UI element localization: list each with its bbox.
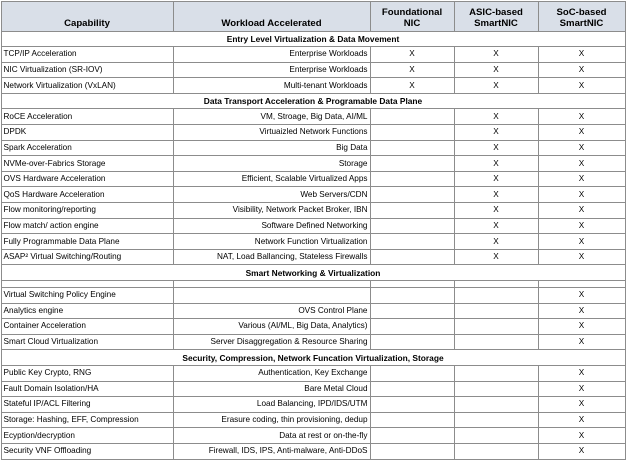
- soc-smartnic-cell: X: [538, 319, 625, 335]
- workload-cell: Erasure coding, thin provisioning, dedup: [173, 412, 370, 428]
- soc-smartnic-column-header: SoC-based SmartNIC: [538, 1, 625, 31]
- capability-cell: Public Key Crypto, RNG: [1, 365, 173, 381]
- soc-smartnic-cell: X: [538, 187, 625, 203]
- table-body: [1, 31, 625, 459]
- spacer-cell: [1, 281, 173, 288]
- asic-smartnic-cell: X: [454, 203, 538, 219]
- soc-smartnic-cell: X: [538, 78, 625, 94]
- soc-smartnic-cell: X: [538, 62, 625, 78]
- foundational-nic-cell: X: [370, 47, 454, 63]
- asic-smartnic-cell: [454, 381, 538, 397]
- workload-cell: Enterprise Workloads: [173, 62, 370, 78]
- table-row: [1, 125, 625, 141]
- asic-smartnic-cell: [454, 288, 538, 304]
- capability-cell: Ecyption/decryption: [1, 428, 173, 444]
- table-row: [1, 249, 625, 265]
- section-header-row: [1, 350, 625, 366]
- workload-cell: Bare Metal Cloud: [173, 381, 370, 397]
- workload-cell: Enterprise Workloads: [173, 47, 370, 63]
- asic-smartnic-cell: X: [454, 218, 538, 234]
- foundational-nic-cell: [370, 381, 454, 397]
- workload-cell: Network Function Virtualization: [173, 234, 370, 250]
- soc-smartnic-cell: X: [538, 412, 625, 428]
- section-title: Entry Level Virtualization & Data Movement: [1, 31, 625, 47]
- capability-cell: TCP/IP Acceleration: [1, 47, 173, 63]
- table-header: [1, 1, 625, 31]
- soc-smartnic-cell: X: [538, 156, 625, 172]
- soc-smartnic-cell: X: [538, 47, 625, 63]
- section-header-row: [1, 31, 625, 47]
- foundational-nic-cell: [370, 125, 454, 141]
- workload-cell: Virtuaizled Network Functions: [173, 125, 370, 141]
- foundational-nic-cell: [370, 140, 454, 156]
- table-row: [1, 171, 625, 187]
- asic-smartnic-cell: X: [454, 234, 538, 250]
- soc-smartnic-cell: X: [538, 234, 625, 250]
- soc-smartnic-cell: X: [538, 125, 625, 141]
- table-row: [1, 319, 625, 335]
- asic-smartnic-cell: [454, 443, 538, 459]
- capability-cell: Fully Programmable Data Plane: [1, 234, 173, 250]
- spacer-row: [1, 281, 625, 288]
- workload-cell: Multi-tenant Workloads: [173, 78, 370, 94]
- spacer-cell: [370, 281, 454, 288]
- workload-cell: NAT, Load Ballancing, Stateless Firewalls: [173, 249, 370, 265]
- soc-smartnic-cell: X: [538, 381, 625, 397]
- foundational-nic-cell: [370, 428, 454, 444]
- section-header-row: [1, 93, 625, 109]
- asic-smartnic-cell: X: [454, 249, 538, 265]
- workload-cell: Visibility, Network Packet Broker, IBN: [173, 203, 370, 219]
- workload-cell: Storage: [173, 156, 370, 172]
- workload-cell: Data at rest or on-the-fly: [173, 428, 370, 444]
- asic-smartnic-cell: X: [454, 47, 538, 63]
- asic-smartnic-cell: X: [454, 78, 538, 94]
- asic-smartnic-cell: [454, 428, 538, 444]
- table-row: [1, 428, 625, 444]
- asic-smartnic-cell: [454, 319, 538, 335]
- table-row: [1, 62, 625, 78]
- foundational-nic-cell: [370, 365, 454, 381]
- capability-cell: Smart Cloud Virtualization: [1, 334, 173, 350]
- capability-cell: Flow match/ action engine: [1, 218, 173, 234]
- workload-cell: Firewall, IDS, IPS, Anti-malware, Anti-DDoS: [173, 443, 370, 459]
- soc-smartnic-cell: X: [538, 249, 625, 265]
- capability-cell: QoS Hardware Acceleration: [1, 187, 173, 203]
- soc-smartnic-cell: X: [538, 218, 625, 234]
- foundational-nic-cell: [370, 288, 454, 304]
- workload-cell: Authentication, Key Exchange: [173, 365, 370, 381]
- asic-smartnic-cell: X: [454, 125, 538, 141]
- table-row: [1, 218, 625, 234]
- table-row: [1, 78, 625, 94]
- foundational-nic-cell: [370, 334, 454, 350]
- asic-smartnic-cell: X: [454, 109, 538, 125]
- spacer-cell: [173, 281, 370, 288]
- foundational-nic-cell: [370, 443, 454, 459]
- soc-smartnic-cell: X: [538, 203, 625, 219]
- table-row: [1, 397, 625, 413]
- capability-cell: Virtual Switching Policy Engine: [1, 288, 173, 304]
- foundational-nic-cell: [370, 109, 454, 125]
- table-row: [1, 156, 625, 172]
- asic-smartnic-cell: [454, 365, 538, 381]
- soc-smartnic-cell: X: [538, 334, 625, 350]
- workload-cell: Efficient, Scalable Virtualized Apps: [173, 171, 370, 187]
- capability-cell: Network Virtualization (VxLAN): [1, 78, 173, 94]
- capability-cell: Fault Domain Isolation/HA: [1, 381, 173, 397]
- capability-cell: Analytics engine: [1, 303, 173, 319]
- foundational-nic-column-header: Foundational NIC: [370, 1, 454, 31]
- table-row: [1, 288, 625, 304]
- workload-cell: Software Defined Networking: [173, 218, 370, 234]
- capability-cell: ASAP² Virtual Switching/Routing: [1, 249, 173, 265]
- asic-smartnic-column-header: ASIC-based SmartNIC: [454, 1, 538, 31]
- capability-column-header: Capability: [1, 1, 173, 31]
- spacer-cell: [454, 281, 538, 288]
- asic-smartnic-cell: [454, 397, 538, 413]
- workload-cell: OVS Control Plane: [173, 303, 370, 319]
- foundational-nic-cell: [370, 249, 454, 265]
- table-row: [1, 381, 625, 397]
- asic-smartnic-cell: X: [454, 171, 538, 187]
- capability-comparison-table: [1, 1, 626, 460]
- foundational-nic-cell: [370, 319, 454, 335]
- table-row: [1, 443, 625, 459]
- table-row: [1, 187, 625, 203]
- section-header-row: [1, 265, 625, 281]
- soc-smartnic-cell: X: [538, 428, 625, 444]
- capability-cell: Container Acceleration: [1, 319, 173, 335]
- capability-cell: Stateful IP/ACL Filtering: [1, 397, 173, 413]
- foundational-nic-cell: [370, 203, 454, 219]
- soc-smartnic-cell: X: [538, 288, 625, 304]
- foundational-nic-cell: [370, 187, 454, 203]
- capability-cell: Security VNF Offloading: [1, 443, 173, 459]
- foundational-nic-cell: [370, 234, 454, 250]
- foundational-nic-cell: X: [370, 62, 454, 78]
- asic-smartnic-cell: X: [454, 187, 538, 203]
- capability-cell: OVS Hardware Acceleration: [1, 171, 173, 187]
- table-row: [1, 412, 625, 428]
- workload-cell: Big Data: [173, 140, 370, 156]
- table-row: [1, 303, 625, 319]
- section-title: Smart Networking & Virtualization: [1, 265, 625, 281]
- section-title: Security, Compression, Network Funcation Virtualization, Storage: [1, 350, 625, 366]
- foundational-nic-cell: [370, 218, 454, 234]
- asic-smartnic-cell: X: [454, 140, 538, 156]
- soc-smartnic-cell: X: [538, 109, 625, 125]
- asic-smartnic-cell: [454, 303, 538, 319]
- foundational-nic-cell: [370, 397, 454, 413]
- capability-cell: NVMe-over-Fabrics Storage: [1, 156, 173, 172]
- table-row: [1, 334, 625, 350]
- soc-smartnic-cell: X: [538, 397, 625, 413]
- soc-smartnic-cell: X: [538, 365, 625, 381]
- workload-cell: Server Disaggregation & Resource Sharing: [173, 334, 370, 350]
- asic-smartnic-cell: X: [454, 62, 538, 78]
- capability-cell: Spark Acceleration: [1, 140, 173, 156]
- header-row: [1, 1, 625, 31]
- soc-smartnic-cell: X: [538, 443, 625, 459]
- foundational-nic-cell: [370, 412, 454, 428]
- table-row: [1, 140, 625, 156]
- soc-smartnic-cell: X: [538, 303, 625, 319]
- workload-cell: Various (AI/ML, Big Data, Analytics): [173, 319, 370, 335]
- foundational-nic-cell: [370, 303, 454, 319]
- workload-column-header: Workload Accelerated: [173, 1, 370, 31]
- soc-smartnic-cell: X: [538, 171, 625, 187]
- capability-cell: RoCE Acceleration: [1, 109, 173, 125]
- workload-cell: [173, 288, 370, 304]
- table-row: [1, 365, 625, 381]
- foundational-nic-cell: X: [370, 78, 454, 94]
- foundational-nic-cell: [370, 171, 454, 187]
- capability-cell: DPDK: [1, 125, 173, 141]
- soc-smartnic-cell: X: [538, 140, 625, 156]
- asic-smartnic-cell: [454, 412, 538, 428]
- workload-cell: VM, Stroage, Big Data, AI/ML: [173, 109, 370, 125]
- table-row: [1, 203, 625, 219]
- table-row: [1, 234, 625, 250]
- spacer-cell: [538, 281, 625, 288]
- workload-cell: Load Balancing, IPD/IDS/UTM: [173, 397, 370, 413]
- asic-smartnic-cell: X: [454, 156, 538, 172]
- capability-cell: Flow monitoring/reporting: [1, 203, 173, 219]
- foundational-nic-cell: [370, 156, 454, 172]
- workload-cell: Web Servers/CDN: [173, 187, 370, 203]
- table-row: [1, 47, 625, 63]
- capability-cell: Storage: Hashing, EFF, Compression: [1, 412, 173, 428]
- asic-smartnic-cell: [454, 334, 538, 350]
- capability-cell: NIC Virtualization (SR-IOV): [1, 62, 173, 78]
- section-title: Data Transport Acceleration & Programable Data Plane: [1, 93, 625, 109]
- table-row: [1, 109, 625, 125]
